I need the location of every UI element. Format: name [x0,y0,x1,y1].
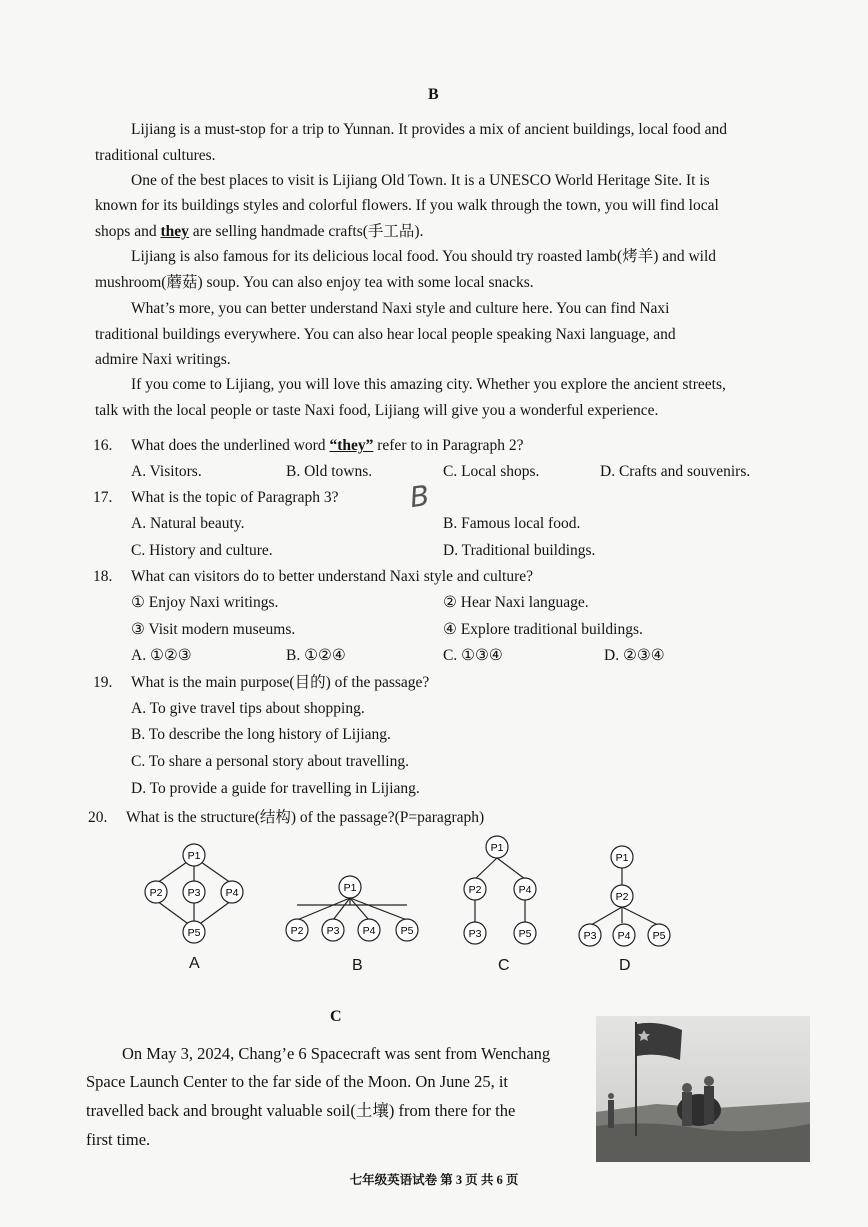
passage-text: are selling handmade crafts(手工品). [188,223,424,240]
node-label: P5 [652,930,666,942]
passage-line: first time. [86,1130,151,1149]
node-label: P5 [518,928,532,940]
option-c[interactable]: C. ①③④ [443,647,503,664]
option-a[interactable]: A. ①②③ [131,647,192,664]
passage-line: One of the best places to visit is Lijiang Old Town. It is a UNESCO World Heritage Site. It is [131,172,710,189]
option-d[interactable]: D. Traditional buildings. [443,542,596,559]
passage-line [95,219,423,245]
node-label: P1 [490,842,504,854]
passage-line: Space Launch Center to the far side of the Moon. On June 25, it [86,1072,509,1091]
passage-line: Lijiang is also famous for its delicious local food. You should try roasted lamb(烤羊) and wild [131,248,717,265]
node-label: P3 [468,928,482,940]
question-number: 20. [88,809,108,826]
node-label: P5 [400,925,414,937]
node-label: P2 [149,887,163,899]
option-b[interactable]: B. Famous local food. [443,515,581,532]
passage-line: traditional buildings everywhere. You can also hear local people speaking Naxi language, and [95,326,676,343]
node-label: P4 [518,884,532,896]
question-number: 16. [93,437,113,454]
question-number: 19. [93,674,113,691]
node-label: P1 [343,882,357,894]
choice-item-1: ① Enjoy Naxi writings. [131,594,279,611]
passage-line: admire Naxi writings. [95,351,231,368]
section-b-heading: B [428,86,439,103]
choice-item-3: ③ Visit modern museums. [131,621,296,638]
option-d[interactable]: D. Crafts and souvenirs. [600,463,751,480]
option-a[interactable]: A. Visitors. [131,463,202,480]
question-text: What is the structure(结构) of the passage?(P=paragraph) [126,809,485,826]
node-label: P3 [187,887,201,899]
question-stem [93,485,338,511]
question-text: What is the main purpose(目的) of the passage? [131,674,430,691]
passage-line: traditional cultures. [95,147,216,164]
structure-diagram-c[interactable] [455,834,545,950]
node-label: P4 [617,930,631,942]
choice-item-4: ④ Explore traditional buildings. [443,621,643,638]
option-a[interactable]: A. Natural beauty. [131,515,245,532]
passage-line: travelled back and brought valuable soil(土壤) from there for the [86,1101,516,1120]
option-c[interactable]: C. Local shops. [443,463,540,480]
node-label: P1 [615,852,629,864]
underlined-word-they: they [160,223,189,240]
node-label: P3 [583,930,597,942]
diagram-label-d: D [619,957,631,974]
node-label: P2 [290,925,304,937]
node-label: P1 [187,850,201,862]
passage-line: If you come to Lijiang, you will love this amazing city. Whether you explore the ancient streets, [131,376,726,393]
node-label: P2 [468,884,482,896]
question-stem [93,670,429,696]
question-text: refer to in Paragraph 2? [373,437,524,454]
option-b[interactable]: B. ①②④ [286,647,346,664]
passage-line: What’s more, you can better understand Naxi style and culture here. You can find Naxi [131,300,670,317]
passage-text: shops and [95,223,161,240]
option-d[interactable]: D. ②③④ [604,647,665,664]
underlined-word: “they” [329,437,374,454]
option-b[interactable]: B. Old towns. [286,463,373,480]
option-d[interactable]: D. To provide a guide for travelling in Lijiang. [131,780,420,797]
question-text: What is the topic of Paragraph 3? [131,489,339,506]
option-c[interactable]: C. To share a personal story about travelling. [131,753,409,770]
node-label: P2 [615,891,629,903]
handwritten-answer: B [407,478,432,515]
passage-line: known for its buildings styles and colorful flowers. If you walk through the town, you will find local [95,197,719,214]
section-c-heading: C [330,1008,342,1025]
structure-diagram-b[interactable] [280,872,428,948]
diagram-label-a: A [189,955,200,972]
passage-line: Lijiang is a must-stop for a trip to Yunnan. It provides a mix of ancient buildings, local food and [131,121,728,138]
page-footer: 七年级英语试卷 第 3 页 共 6 页 [349,1173,519,1187]
question-stem [93,433,524,459]
question-text: What does the underlined word [131,437,330,454]
diagram-label-c: C [498,957,510,974]
structure-diagram-d[interactable] [574,844,678,950]
photo-illustration [596,1016,810,1162]
question-number: 17. [93,489,113,506]
option-a[interactable]: A. To give travel tips about shopping. [131,700,365,717]
node-label: P5 [187,927,201,939]
question-text: What can visitors do to better understand Naxi style and culture? [131,568,534,585]
passage-line: On May 3, 2024, Chang’e 6 Spacecraft was sent from Wenchang [122,1044,551,1063]
question-stem [88,805,484,831]
question-number: 18. [93,568,113,585]
question-stem [93,564,533,590]
structure-diagram-a[interactable] [135,842,255,948]
node-label: P3 [326,925,340,937]
node-label: P4 [362,925,376,937]
option-c[interactable]: C. History and culture. [131,542,273,559]
choice-item-2: ② Hear Naxi language. [443,594,589,611]
passage-line: talk with the local people or taste Naxi food, Lijiang will give you a wonderful experience. [95,402,659,419]
passage-line: mushroom(蘑菇) soup. You can also enjoy tea with some local snacks. [95,274,534,291]
diagram-label-b: B [352,957,363,974]
node-label: P4 [225,887,239,899]
option-b[interactable]: B. To describe the long history of Lijiang. [131,726,391,743]
capsule-photo [596,1016,810,1162]
